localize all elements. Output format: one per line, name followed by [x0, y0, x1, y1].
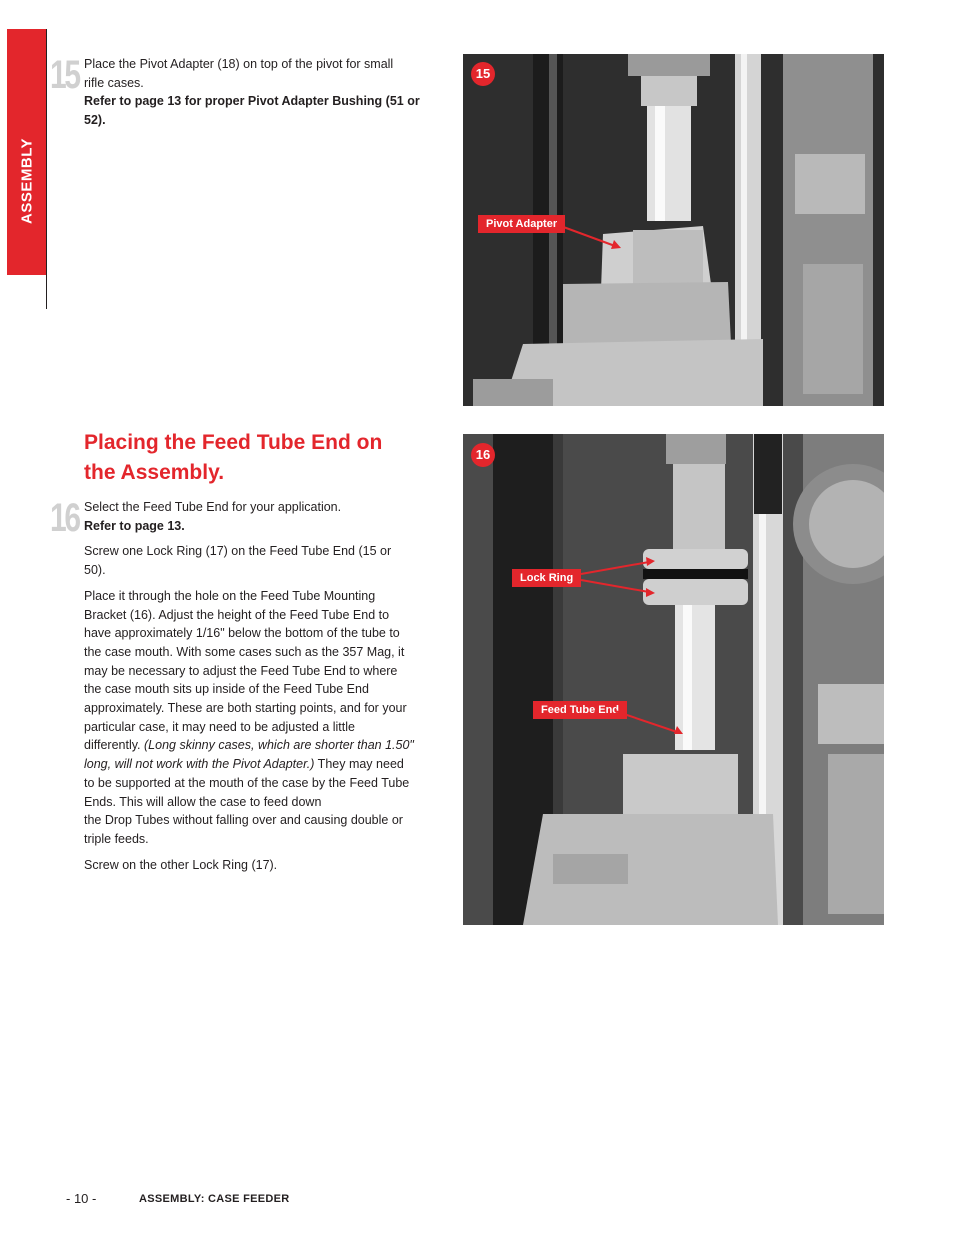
- step-15-reference: Refer to page 13 for proper Pivot Adapter Bushing (51 or 52).: [84, 94, 420, 128]
- step-16-adjust-c: the Drop Tubes without falling over and causing double or triple feeds.: [84, 813, 403, 846]
- photo-16-badge: 16: [471, 443, 495, 467]
- photo-step-16: [463, 434, 884, 925]
- step-16-number: 16: [50, 496, 79, 540]
- photo-15-badge: 15: [471, 62, 495, 86]
- step-16-adjust-text: [84, 587, 414, 811]
- step-15-instruction: Place the Pivot Adapter (18) on top of the pivot for small rifle cases.: [84, 57, 394, 90]
- callout-arrows: [463, 434, 884, 925]
- step-16-instruction: Select the Feed Tube End for your application.: [84, 500, 342, 514]
- section-tab: [7, 29, 47, 275]
- feed-tube-end-callout: Feed Tube End: [533, 701, 627, 719]
- lock-ring-callout: Lock Ring: [512, 569, 581, 587]
- page-number: - 10 -: [66, 1191, 97, 1206]
- step-16-lock-ring-text: Screw one Lock Ring (17) on the Feed Tube End (15 or 50).: [84, 544, 392, 578]
- pivot-adapter-arrow: [463, 54, 884, 406]
- footer-section-title: ASSEMBLY: CASE FEEDER: [139, 1193, 290, 1205]
- step-16-text: [84, 498, 414, 881]
- photo-step-15: [463, 54, 884, 406]
- step-15-text: [84, 55, 444, 130]
- pivot-adapter-callout: Pivot Adapter: [478, 215, 565, 233]
- step-16-adjust-a: Place it through the hole on the Feed Tube Mounting Bracket (16). Adjust the height of the Feed Tube End to have approximately 1/16" below the bottom of the tube to the case mouth. With some cases such as the 357 Mag, it may be necessary to adjust the Feed Tube End to where the case mouth sits up inside of the Feed Tube End approximately. These are both starting points, and for your particular case, it may need to be adjusted a little differently.: [84, 588, 407, 753]
- step-16-adjust-b: They may need to be supported at the mouth of the case by the Feed Tube Ends. This will allow the case to feed down: [84, 757, 410, 809]
- section-tab-label: ASSEMBLY: [18, 138, 36, 224]
- section-heading: Placing the Feed Tube End on the Assembly.: [84, 431, 383, 484]
- step-15-number: 15: [50, 53, 79, 97]
- step-16-adjust-note: (Long skinny cases, which are shorter than 1.50" long, will not work with the Pivot Adapter.): [84, 738, 414, 772]
- step-16-final-text: Screw on the other Lock Ring (17).: [84, 857, 278, 872]
- side-rule: [46, 29, 47, 309]
- step-16-reference: Refer to page 13.: [84, 518, 185, 533]
